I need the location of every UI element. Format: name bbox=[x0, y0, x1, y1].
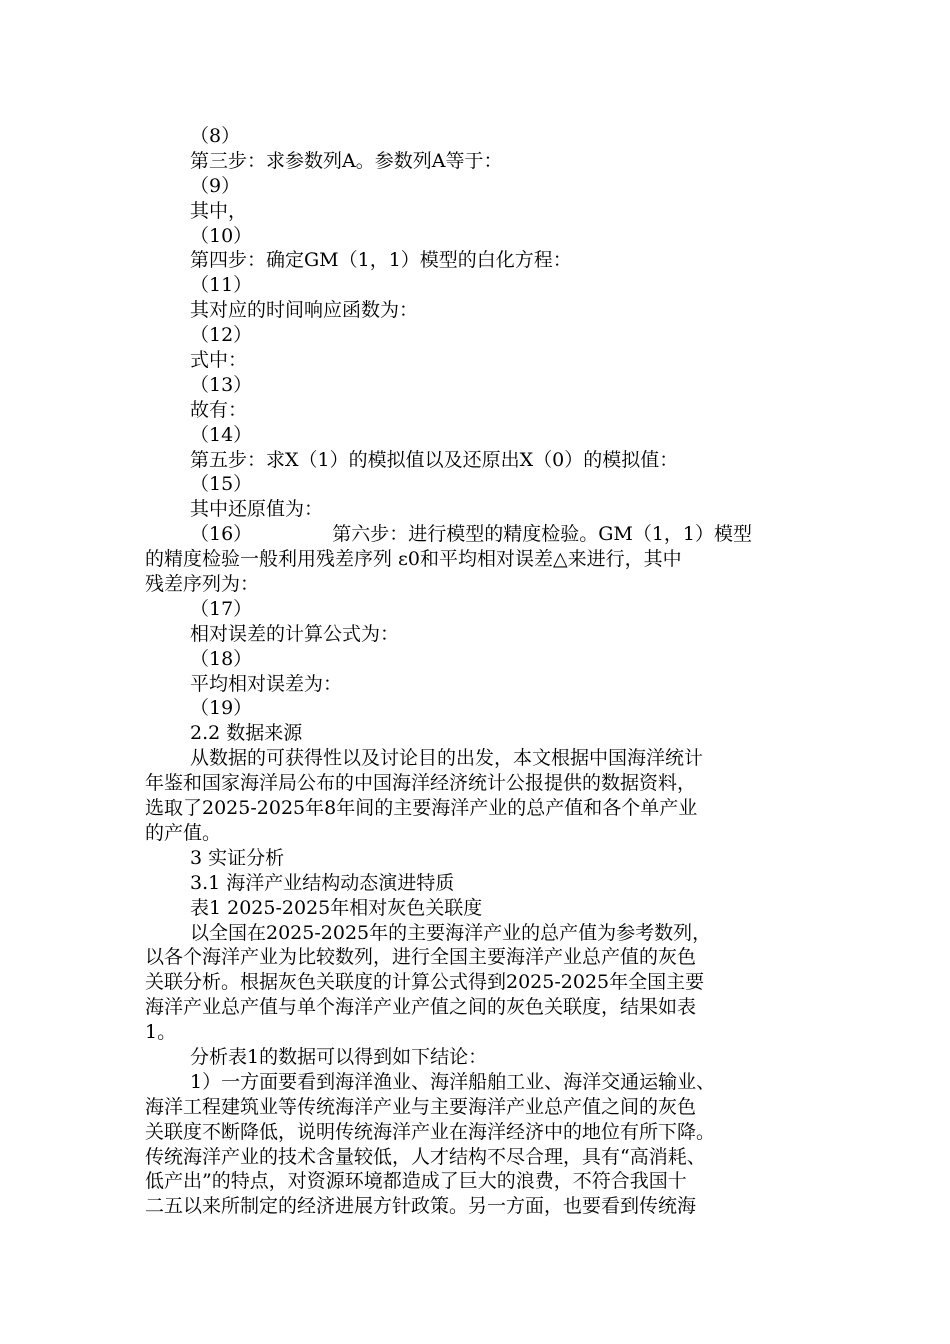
paragraph-line: 关联度不断降低，说明传统海洋产业在海洋经济中的地位有所下降。 bbox=[145, 1120, 716, 1143]
paragraph-conclusion-1 bbox=[145, 1070, 800, 1219]
equation-number: （18） bbox=[190, 647, 253, 670]
paragraph-line: 海洋工程建筑业等传统海洋产业与主要海洋产业总产值之间的灰色 bbox=[145, 1095, 697, 1118]
paragraph-line: 从数据的可获得性以及讨论目的出发，本文根据中国海洋统计 bbox=[190, 747, 704, 770]
equation-number: （17） bbox=[190, 597, 253, 620]
subsection-heading: 3.1 海洋产业结构动态演进特质 bbox=[190, 871, 455, 894]
table-caption: 表1 2025-2025年相对灰色关联度 bbox=[190, 896, 483, 919]
document-body bbox=[145, 124, 800, 1219]
equation-number: （8） bbox=[190, 125, 241, 147]
text-line: 相对误差的计算公式为： bbox=[190, 622, 400, 645]
paragraph-line: 以各个海洋产业为比较数列，进行全国主要海洋产业总产值的灰色 bbox=[145, 946, 697, 969]
text-line: 故有： bbox=[190, 398, 248, 421]
equation-number: （10） bbox=[190, 224, 253, 247]
text-line: 残差序列为： bbox=[145, 573, 260, 596]
paragraph-line: 以全国在2025-2025年的主要海洋产业的总产值为参考数列， bbox=[190, 921, 712, 944]
equation-number: （11） bbox=[190, 274, 253, 297]
paragraph-line: 1。 bbox=[145, 1021, 177, 1044]
paragraph-line: 关联分析。根据灰色关联度的计算公式得到2025-2025年全国主要 bbox=[145, 971, 705, 994]
text-line: 第五步：求X（1）的模拟值以及还原出X（0）的模拟值： bbox=[190, 448, 679, 471]
text-line: 其中， bbox=[190, 199, 248, 222]
text-line: 其中还原值为： bbox=[190, 498, 324, 521]
equation-number: （9） bbox=[190, 174, 241, 197]
equation-number: （13） bbox=[190, 373, 253, 396]
text-line: 的精度检验一般利用残差序列 ε0和平均相对误差△来进行，其中 bbox=[145, 548, 682, 571]
paragraph-line: 1）一方面要看到海洋渔业、海洋船舶工业、海洋交通运输业、 bbox=[190, 1070, 716, 1093]
text-line: 分析表1的数据可以得到如下结论： bbox=[190, 1045, 488, 1068]
text-line bbox=[145, 522, 800, 547]
equation-number: （16） bbox=[190, 523, 253, 546]
step-six-text: 第六步：进行模型的精度检验。GM（1，1）模型 bbox=[332, 523, 752, 546]
section-heading: 3 实证分析 bbox=[190, 846, 285, 869]
paragraph-line: 海洋产业总产值与单个海洋产业产值之间的灰色关联度，结果如表 bbox=[145, 996, 697, 1019]
paragraph-line: 年鉴和国家海洋局公布的中国海洋经济统计公报提供的数据资料， bbox=[145, 772, 697, 795]
paragraph-data-source bbox=[145, 746, 800, 846]
equation-number: （15） bbox=[190, 473, 253, 496]
text-line: 其对应的时间响应函数为： bbox=[190, 299, 419, 322]
text-line: 第三步：求参数列A。参数列A等于： bbox=[190, 149, 503, 172]
paragraph-line: 传统海洋产业的技术含量较低，人才结构不尽合理，具有“高消耗、 bbox=[145, 1145, 706, 1168]
text-line: 平均相对误差为： bbox=[190, 672, 343, 695]
paragraph-line: 选取了2025-2025年8年间的主要海洋产业的总产值和各个单产业 bbox=[145, 797, 698, 820]
equation-number: （12） bbox=[190, 324, 253, 347]
equation-number: （19） bbox=[190, 697, 253, 720]
text-line: 第四步：确定GM（1，1）模型的白化方程： bbox=[190, 249, 572, 272]
paragraph-line: 二五以来所制定的经济进展方针政策。另一方面，也要看到传统海 bbox=[145, 1195, 697, 1218]
paragraph-line: 低产出”的特点，对资源环境都造成了巨大的浪费，不符合我国十 bbox=[145, 1170, 687, 1193]
equation-number: （14） bbox=[190, 423, 253, 446]
paragraph-line: 的产值。 bbox=[145, 821, 222, 844]
section-heading: 2.2 数据来源 bbox=[190, 722, 303, 745]
paragraph-grey-relational bbox=[145, 921, 800, 1045]
text-line: 式中： bbox=[190, 349, 248, 372]
